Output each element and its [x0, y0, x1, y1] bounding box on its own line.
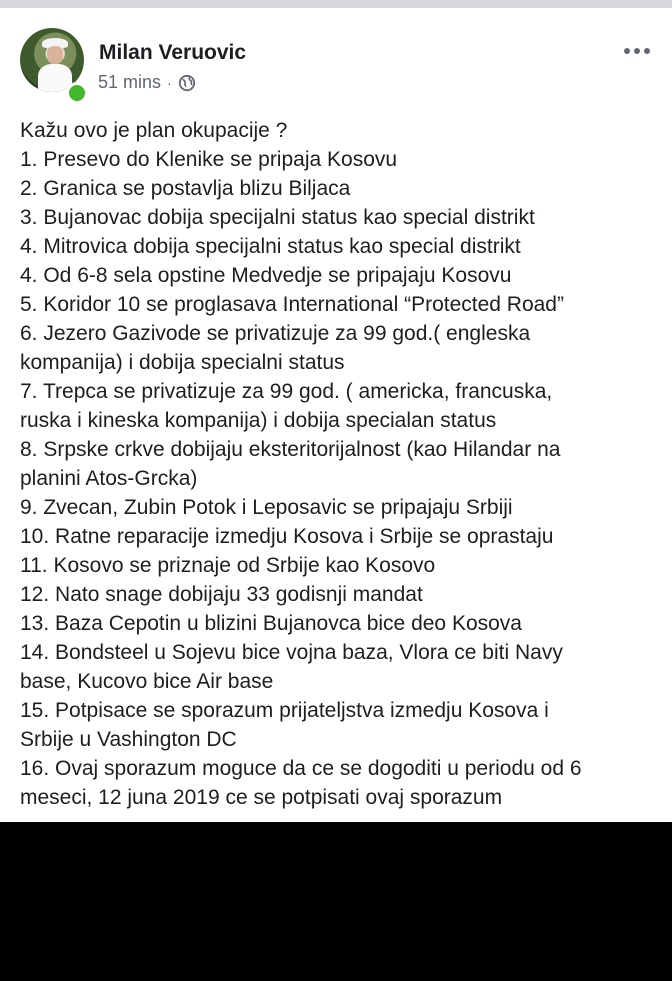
post-line: base, Kucovo bice Air base: [20, 670, 274, 693]
post-header: [0, 8, 672, 104]
post-line: kompanija) i dobija specialni status: [20, 351, 345, 374]
more-options-icon[interactable]: [624, 48, 650, 54]
post-line: 7. Trepca se privatizuje za 99 god. ( americka, francuska,: [20, 380, 553, 403]
avatar-face: [47, 46, 63, 64]
post-line: planini Atos-Grcka): [20, 467, 198, 490]
post-line: 15. Potpisace se sporazum prijateljstva izmedju Kosova i: [20, 699, 549, 722]
post-meta: [98, 72, 196, 93]
post-line: 13. Baza Cepotin u blizini Bujanovca bice deo Kosova: [20, 612, 522, 635]
post-line: 6. Jezero Gazivode se privatizuje za 99 god.( engleska: [20, 322, 531, 345]
post-line: 2. Granica se postavlja blizu Biljaca: [20, 177, 351, 200]
post-line: Srbije u Vashington DC: [20, 728, 237, 751]
post-line: 1. Presevo do Klenike se pripaja Kosovu: [20, 148, 398, 171]
post-line: 3. Bujanovac dobija specijalni status kao special distrikt: [20, 206, 535, 229]
post-line: 4. Mitrovica dobija specijalni status kao special distrikt: [20, 235, 521, 258]
post-line: 12. Nato snage dobijaju 33 godisnji mandat: [20, 583, 423, 606]
post-text: [20, 116, 660, 812]
post-line: 8. Srpske crkve dobijaju eksteritorijalnost (kao Hilandar na: [20, 438, 561, 461]
author-name[interactable]: Milan Veruovic: [99, 41, 247, 64]
post-time[interactable]: 51 mins: [98, 72, 162, 92]
more-dot: [644, 48, 650, 54]
online-status-icon: [66, 82, 88, 104]
post-line: meseci, 12 juna 2019 ce se potpisati ovaj sporazum: [20, 786, 503, 809]
more-dot: [624, 48, 630, 54]
post-line: 16. Ovaj sporazum moguce da ce se dogoditi u periodu od 6: [20, 757, 582, 780]
post-line: 5. Koridor 10 se proglasava International “Protected Road”: [20, 293, 564, 316]
top-divider: [0, 0, 672, 8]
post-line: ruska i kineska kompanija) i dobija specialan status: [20, 409, 497, 432]
post-line: Kažu ovo je plan okupacije ?: [20, 119, 288, 142]
post-line: 9. Zvecan, Zubin Potok i Leposavic se pripajaju Srbiji: [20, 496, 513, 519]
meta-separator: ·: [167, 74, 172, 91]
post-line: 4. Od 6-8 sela opstine Medvedje se pripajaju Kosovu: [20, 264, 512, 287]
post-card: [0, 8, 672, 822]
globe-icon[interactable]: [178, 74, 196, 92]
post-line: 10. Ratne reparacije izmedju Kosova i Srbije se oprastaju: [20, 525, 554, 548]
more-dot: [634, 48, 640, 54]
post-line: 11. Kosovo se priznaje od Srbije kao Kosovo: [20, 554, 436, 577]
post-line: 14. Bondsteel u Sojevu bice vojna baza, Vlora ce biti Navy: [20, 641, 563, 664]
